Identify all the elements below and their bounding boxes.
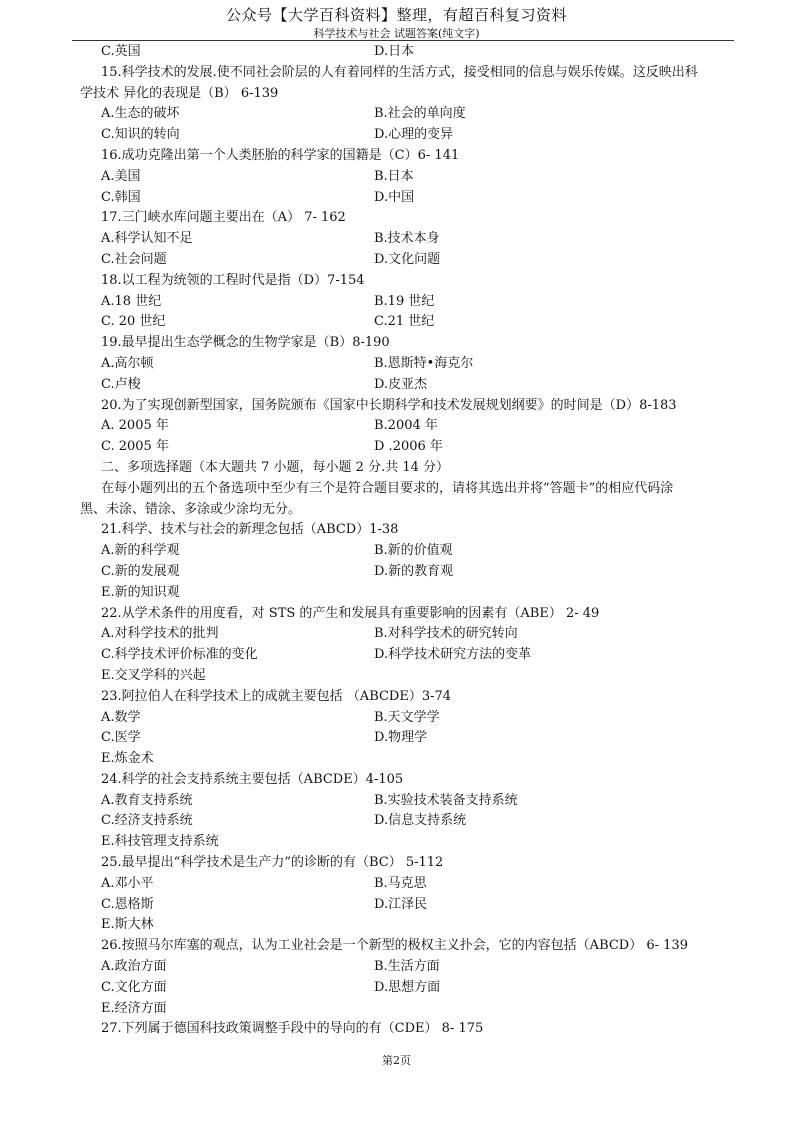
option-row [80, 957, 730, 978]
option-left: A.新的科学观 [101, 543, 180, 559]
question-line: E.科技管理支持系统 [101, 834, 219, 850]
option-row [80, 188, 730, 209]
option-left: C.知识的转向 [101, 127, 180, 143]
option-left: C.医学 [101, 730, 141, 746]
option-row [80, 292, 730, 313]
question-line: 18.以工程为统领的工程时代是指（D）7-154 [101, 272, 365, 288]
option-row [80, 895, 730, 916]
option-right: D.物理学 [374, 730, 428, 746]
option-row [80, 874, 730, 895]
option-right: B.技术本身 [374, 231, 440, 247]
question-line: E.新的知识观 [101, 584, 180, 600]
option-left: C.新的发展观 [101, 563, 180, 579]
option-row [80, 562, 730, 583]
question-line: 25.最早提出“科学技术是生产力”的诊断的有（BC） 5-112 [101, 855, 444, 871]
option-row [80, 229, 730, 250]
question-continuation: 学技术 异化的表现是（B） 6-139 [80, 85, 279, 101]
option-right: D.思想方面 [374, 979, 441, 995]
option-row [80, 811, 730, 832]
option-row [80, 708, 730, 729]
option-row [80, 416, 730, 437]
option-left: A.对科学技术的批判 [101, 626, 219, 642]
question-line: 15.科学技术的发展.使不同社会阶层的人有着同样的生活方式，接受相同的信息与娱乐传媒。这反映出科 [101, 64, 698, 80]
option-row [80, 104, 730, 125]
option-right: D.心理的变异 [374, 127, 454, 143]
option-row [80, 791, 730, 812]
question-line: E.斯大林 [101, 917, 154, 933]
question-line: 19.最早提出生态学概念的生物学家是（B）8-190 [101, 335, 390, 351]
option-right: D.江泽民 [374, 896, 428, 912]
option-right: B.天文学学 [374, 709, 440, 725]
option-left: C.文化方面 [101, 979, 167, 995]
question-line: 17.三门峡水库问题主要出在（A） 7- 162 [101, 210, 346, 226]
option-left: C.科学技术评价标准的变化 [101, 647, 258, 663]
option-right: D.新的教育观 [374, 563, 454, 579]
option-right: B.新的价值观 [374, 543, 453, 559]
option-right: D.信息支持系统 [374, 813, 467, 829]
question-line: 27.下列属于德国科技政策调整手段中的导向的有（CDE） 8- 175 [101, 1021, 484, 1037]
page-header-subtitle: 科学技术与社会 试题答案(纯文字) [313, 27, 480, 40]
option-row [80, 624, 730, 645]
document-body [80, 42, 730, 1040]
option-left: C.经济支持系统 [101, 813, 193, 829]
option-right: D.文化问题 [374, 251, 441, 267]
page-header-title: 公众号【大学百科资料】整理，有超百科复习资料 [225, 6, 567, 24]
option-left: A.美国 [101, 168, 141, 184]
option-left: A.高尔顿 [101, 355, 154, 371]
option-left: C.社会问题 [101, 251, 167, 267]
question-line: 二、多项选择题（本大题共 7 小题，每小题 2 分.共 14 分） [101, 459, 450, 475]
question-line: E.炼金术 [101, 751, 154, 767]
page-number: 第2页 [382, 1054, 411, 1067]
question-continuation: 黑、未涂、错涂、多涂或少涂均无分。 [80, 501, 302, 517]
option-left: A.生态的破坏 [101, 106, 180, 122]
option-right: D.科学技术研究方法的变革 [374, 647, 532, 663]
question-line: 26.按照马尔库塞的观点，认为工业社会是一个新型的极权主义扑会，它的内容包括（ABCD） 6- 139 [101, 938, 688, 954]
option-row [80, 125, 730, 146]
option-left: A.数学 [101, 709, 141, 725]
option-left: A. 2005 年 [101, 418, 169, 434]
option-left: C. 20 世纪 [101, 314, 166, 330]
option-row [80, 167, 730, 188]
option-row [80, 375, 730, 396]
question-line: 16.成功克隆出第一个人类胚胎的科学家的国籍是（C）6- 141 [101, 147, 460, 163]
option-right: D.中国 [374, 189, 415, 205]
option-right: D.皮亚杰 [374, 376, 428, 392]
option-row [80, 42, 730, 63]
option-row [80, 978, 730, 999]
option-row [80, 312, 730, 333]
option-right: D.日本 [374, 44, 415, 59]
option-right: B.对科学技术的研究转向 [374, 626, 518, 642]
option-left: A.18 世纪 [101, 293, 162, 309]
option-right: B.马克思 [374, 875, 427, 891]
option-right: D .2006 年 [374, 439, 443, 455]
question-line: 20.为了实现创新型国家，国务院颁布《国家中长期科学和技术发展规划纲要》的时间是（D）8-183 [101, 397, 677, 413]
option-right: B.恩斯特•海克尔 [374, 355, 474, 371]
option-left: C. 2005 年 [101, 439, 169, 455]
option-row [80, 354, 730, 375]
option-left: A.政治方面 [101, 959, 167, 975]
question-line: 23.阿拉伯人在科学技术上的成就主要包括 （ABCDE）3-74 [101, 688, 452, 704]
header-divider [72, 40, 734, 41]
question-line: E.交叉学科的兴起 [101, 667, 206, 683]
option-right: B.社会的单向度 [374, 106, 466, 122]
question-line: 21.科学、技术与社会的新理念包括（ABCD）1-38 [101, 522, 399, 538]
option-left: A.教育支持系统 [101, 792, 193, 808]
option-right: B.2004 年 [374, 418, 438, 434]
question-line: 22.从学术条件的用度看，对 STS 的产生和发展具有重要影响的因素有（ABE） 2- 49 [101, 605, 600, 621]
question-line: E.经济方面 [101, 1000, 167, 1016]
option-left: A.科学认知不足 [101, 231, 193, 247]
option-left: C.卢梭 [101, 376, 141, 392]
option-row [80, 645, 730, 666]
option-right: B.生活方面 [374, 959, 440, 975]
option-row [80, 541, 730, 562]
option-right: B.日本 [374, 168, 414, 184]
option-left: C.恩格斯 [101, 896, 154, 912]
option-left: C.英国 [101, 44, 141, 59]
option-left: C.韩国 [101, 189, 141, 205]
option-row [80, 437, 730, 458]
question-line: 24.科学的社会支持系统主要包括（ABCDE）4-105 [101, 771, 404, 787]
option-right: C.21 世纪 [374, 314, 435, 330]
option-row [80, 250, 730, 271]
question-line: 在每小题列出的五个备选项中至少有三个是符合题目要求的，请将其选出并将“答题卡”的相应代码涂 [101, 480, 674, 496]
option-right: B.19 世纪 [374, 293, 435, 309]
option-right: B.实验技术装备支持系统 [374, 792, 518, 808]
option-row [80, 728, 730, 749]
option-left: A.邓小平 [101, 875, 154, 891]
